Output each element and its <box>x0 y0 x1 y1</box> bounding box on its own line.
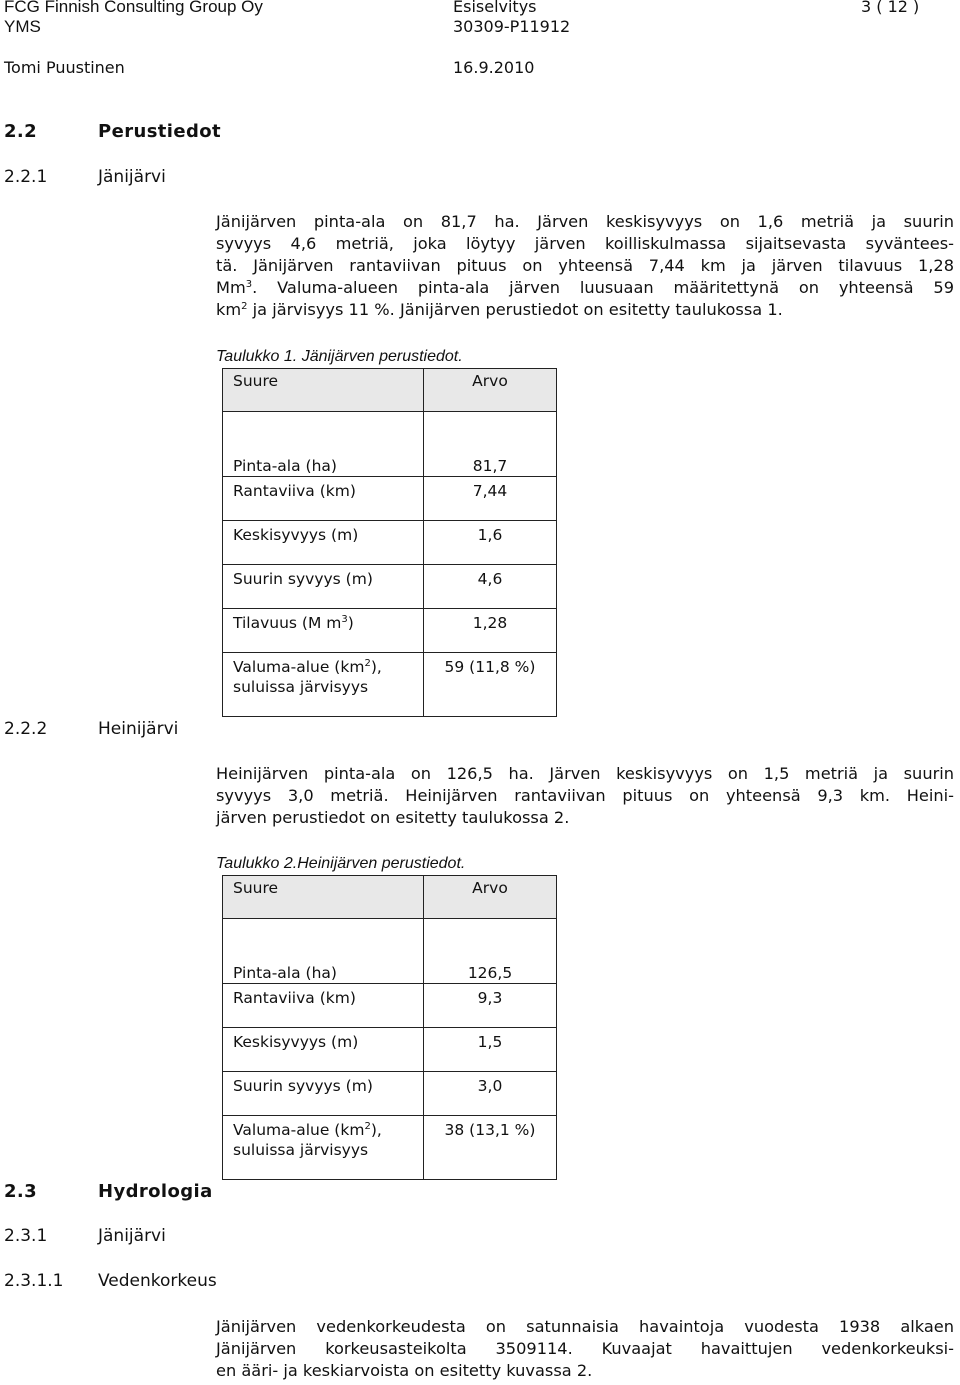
cell-text-part: Valuma-alue (km <box>233 1121 365 1139</box>
unit-text: km <box>216 300 242 319</box>
heinijarvi-paragraph <box>216 763 954 829</box>
cell-text: Suurin syvyys (m) <box>233 570 373 588</box>
table-row <box>223 609 557 653</box>
superscript: 3 <box>245 279 253 290</box>
table-row <box>223 1028 557 1072</box>
unit-text: Mm <box>216 278 246 297</box>
cell-text: Suurin syvyys (m) <box>233 1077 373 1095</box>
cell-text: Pinta-ala (ha) <box>233 964 337 982</box>
table-row <box>223 984 557 1028</box>
cell-name <box>223 521 424 565</box>
cell-value <box>424 412 557 477</box>
cell-name <box>223 1072 424 1116</box>
cell-name <box>223 1116 424 1180</box>
cell-name <box>223 1028 424 1072</box>
author-name: Tomi Puustinen <box>4 58 125 77</box>
section-2-2-1-title: Jänijärvi <box>98 167 166 187</box>
table-1-caption: Taulukko 1. Jänijärven perustiedot. <box>216 348 463 365</box>
cell-text: Rantaviiva (km) <box>233 989 356 1007</box>
paragraph-line: Heinijärven pinta-ala on 126,5 ha. Järven keskisyvyys on 1,5 metriä ja suurin <box>216 764 954 783</box>
cell-text: Keskisyvyys (m) <box>233 526 359 544</box>
paragraph-line: syvyys 3,0 metriä. Heinijärven rantaviivan pituus on yhteensä 9,3 km. Heini- <box>216 786 954 805</box>
cell-value <box>424 1028 557 1072</box>
table-row <box>223 919 557 984</box>
paragraph-line: Jänijärven korkeusasteikolta 3509114. Kuvaajat havaittujen vedenkorkeuksi- <box>216 1339 954 1358</box>
cell-name <box>223 477 424 521</box>
cell-text <box>233 1116 423 1160</box>
paragraph-line: Jänijärven pinta-ala on 81,7 ha. Järven keskisyvyys on 1,6 metriä ja suurin <box>216 212 954 231</box>
paragraph-line: järven perustiedot on esitetty taulukossa 2. <box>216 808 570 827</box>
table-row <box>223 653 557 717</box>
cell-text-part: suluissa järvisyys <box>233 678 369 696</box>
cell-value <box>424 565 557 609</box>
paragraph-line <box>216 299 954 321</box>
table-row <box>223 1116 557 1180</box>
table-2 <box>222 875 557 1180</box>
line-text: ja järvisyys 11 %. Jänijärven perustiedot on esitetty taulukossa 1. <box>247 300 783 319</box>
cell-value <box>424 1116 557 1180</box>
paragraph-line: syvyys 4,6 metriä, joka löytyy järven koilliskulmassa sijaitsevasta syväntees- <box>216 234 954 253</box>
superscript: 2 <box>241 301 248 312</box>
table-1 <box>222 368 557 717</box>
header-cell-arvo <box>424 369 557 412</box>
cell-value <box>424 609 557 653</box>
section-2-2-title: Perustiedot <box>98 121 222 142</box>
cell-text <box>233 653 423 697</box>
superscript: 2 <box>364 1121 371 1132</box>
cell-text: Keskisyvyys (m) <box>233 1033 359 1051</box>
cell-text: 1,5 <box>477 1033 503 1051</box>
cell-value <box>424 521 557 565</box>
table-header-row <box>223 369 557 412</box>
cell-value <box>424 477 557 521</box>
section-2-3-1-title: Jänijärvi <box>98 1226 166 1246</box>
table-row <box>223 412 557 477</box>
cell-text: 9,3 <box>477 989 503 1007</box>
superscript: 3 <box>341 614 348 625</box>
cell-text-part: ), <box>370 658 382 676</box>
section-2-2-2-number: 2.2.2 <box>4 719 48 739</box>
cell-text-part: Tilavuus (M m <box>233 614 342 632</box>
section-2-3-1-1-number: 2.3.1.1 <box>4 1271 64 1291</box>
cell-text: 4,6 <box>477 570 503 588</box>
vedenkorkeus-paragraph <box>216 1316 954 1382</box>
cell-text: 1,6 <box>477 526 503 544</box>
header-text: Arvo <box>472 879 508 897</box>
paragraph-line: en ääri- ja keskiarvoista on esitetty kuvassa 2. <box>216 1361 593 1380</box>
cell-name <box>223 609 424 653</box>
cell-name <box>223 565 424 609</box>
cell-text: 126,5 <box>467 964 513 982</box>
header-text: Arvo <box>472 372 508 390</box>
page-number: 3 ( 12 ) <box>861 0 920 16</box>
cell-name <box>223 984 424 1028</box>
cell-text: 7,44 <box>472 482 508 500</box>
cell-text-part: ), <box>370 1121 382 1139</box>
header-cell-suure <box>223 369 424 412</box>
company-name: FCG Finnish Consulting Group Oy <box>4 0 263 16</box>
cell-text: 81,7 <box>472 457 508 475</box>
cell-text: Rantaviiva (km) <box>233 482 356 500</box>
cell-value <box>424 1072 557 1116</box>
cell-text: Pinta-ala (ha) <box>233 457 337 475</box>
table-header-row <box>223 876 557 919</box>
cell-text: 3,0 <box>477 1077 503 1095</box>
table-row <box>223 477 557 521</box>
line-text: . Valuma-alueen pinta-ala järven luusuaan määritettynä on yhteensä 59 <box>252 278 954 297</box>
cell-name <box>223 919 424 984</box>
section-2-3-title: Hydrologia <box>98 1181 213 1202</box>
client-name: YMS <box>4 17 41 36</box>
cell-text-part: Valuma-alue (km <box>233 658 365 676</box>
cell-value <box>424 919 557 984</box>
cell-name <box>223 653 424 717</box>
cell-text: 38 (13,1 %) <box>444 1121 536 1139</box>
document-number: 30309-P11912 <box>453 17 571 36</box>
table-row <box>223 1072 557 1116</box>
cell-value <box>424 653 557 717</box>
header-cell-suure <box>223 876 424 919</box>
paragraph-line: tä. Jänijärven rantaviivan pituus on yhteensä 7,44 km ja järven tilavuus 1,28 <box>216 256 954 275</box>
table-2-caption: Taulukko 2.Heinijärven perustiedot. <box>216 855 466 872</box>
janijarvi-paragraph <box>216 211 954 321</box>
header-text: Suure <box>233 879 279 897</box>
cell-value <box>424 984 557 1028</box>
cell-text: 1,28 <box>472 614 508 632</box>
table-row <box>223 521 557 565</box>
section-2-2-number: 2.2 <box>4 121 38 142</box>
superscript: 2 <box>364 658 371 669</box>
section-2-3-1-1-title: Vedenkorkeus <box>98 1271 217 1291</box>
header-text: Suure <box>233 372 279 390</box>
paragraph-line: Jänijärven vedenkorkeudesta on satunnaisia havaintoja vuodesta 1938 alkaen <box>216 1317 954 1336</box>
section-2-2-2-title: Heinijärvi <box>98 719 179 739</box>
section-2-3-1-number: 2.3.1 <box>4 1226 48 1246</box>
header-cell-arvo <box>424 876 557 919</box>
table-row <box>223 565 557 609</box>
document-date: 16.9.2010 <box>453 58 535 77</box>
document-type: Esiselvitys <box>453 0 537 16</box>
section-2-2-1-number: 2.2.1 <box>4 167 48 187</box>
paragraph-line <box>216 277 954 299</box>
section-2-3-number: 2.3 <box>4 1181 38 1202</box>
cell-name <box>223 412 424 477</box>
cell-text <box>233 609 423 633</box>
cell-text: 59 (11,8 %) <box>444 658 536 676</box>
cell-text-part: ) <box>347 614 354 632</box>
cell-text-part: suluissa järvisyys <box>233 1141 369 1159</box>
